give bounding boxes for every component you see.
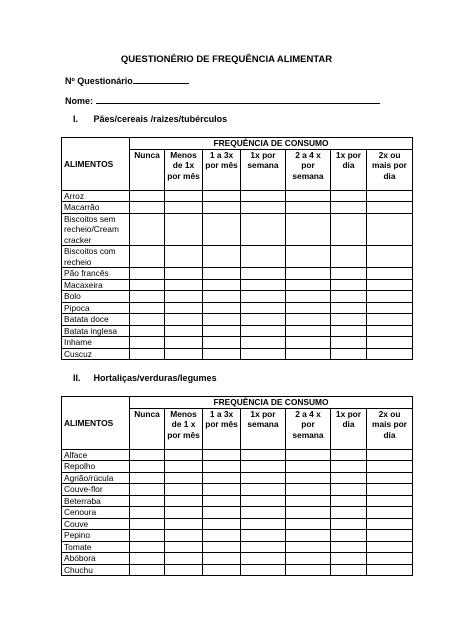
frequency-answer-cell[interactable] [165, 302, 203, 314]
frequency-column-header: 1 a 3x por mês [203, 149, 241, 190]
frequency-answer-cell[interactable] [203, 337, 241, 349]
frequency-answer-cell[interactable] [165, 213, 203, 246]
frequency-answer-cell[interactable] [203, 302, 241, 314]
food-name: Tomate [62, 541, 130, 553]
frequency-answer-cell[interactable] [331, 302, 367, 314]
section-2-heading [73, 373, 217, 383]
food-row [62, 348, 413, 360]
food-row [62, 190, 413, 202]
frequency-answer-cell[interactable] [203, 507, 241, 519]
food-row [62, 202, 413, 214]
food-row [62, 518, 413, 530]
food-name: Batata doce [62, 314, 130, 326]
frequency-column-header: Nunca [130, 149, 165, 190]
frequency-answer-cell[interactable] [286, 484, 331, 496]
frequency-answer-cell[interactable] [203, 564, 241, 576]
frequency-answer-cell[interactable] [286, 541, 331, 553]
frequency-answer-cell[interactable] [130, 213, 165, 246]
frequency-answer-cell[interactable] [130, 325, 165, 337]
food-row [62, 495, 413, 507]
food-row [62, 325, 413, 337]
frequency-answer-cell[interactable] [130, 291, 165, 303]
frequency-answer-cell[interactable] [241, 507, 286, 519]
frequency-answer-cell[interactable] [367, 553, 413, 565]
frequency-answer-cell[interactable] [130, 202, 165, 214]
frequency-answer-cell[interactable] [241, 190, 286, 202]
frequency-answer-cell[interactable] [367, 484, 413, 496]
frequency-answer-cell[interactable] [367, 564, 413, 576]
frequency-answer-cell[interactable] [286, 190, 331, 202]
frequency-answer-cell[interactable] [130, 484, 165, 496]
frequency-answer-cell[interactable] [286, 449, 331, 461]
frequency-answer-cell[interactable] [165, 518, 203, 530]
frequency-answer-cell[interactable] [286, 495, 331, 507]
frequency-answer-cell[interactable] [367, 202, 413, 214]
frequency-super-header: FREQUÊNCIA DE CONSUMO [130, 397, 413, 409]
frequency-answer-cell[interactable] [367, 246, 413, 268]
food-name: Biscoitos sem recheio/Cream cracker [62, 213, 130, 246]
frequency-answer-cell[interactable] [241, 291, 286, 303]
frequency-answer-cell[interactable] [286, 472, 331, 484]
food-name: Macarrão [62, 202, 130, 214]
frequency-answer-cell[interactable] [286, 564, 331, 576]
frequency-answer-cell[interactable] [367, 507, 413, 519]
frequency-answer-cell[interactable] [367, 279, 413, 291]
frequency-column-header: 1x por dia [331, 149, 367, 190]
name-label: Nome: [65, 96, 94, 106]
frequency-answer-cell[interactable] [367, 268, 413, 280]
frequency-answer-cell[interactable] [165, 541, 203, 553]
frequency-answer-cell[interactable] [367, 314, 413, 326]
frequency-answer-cell[interactable] [331, 472, 367, 484]
frequency-answer-cell[interactable] [165, 553, 203, 565]
frequency-answer-cell[interactable] [286, 202, 331, 214]
frequency-answer-cell[interactable] [165, 314, 203, 326]
frequency-answer-cell[interactable] [130, 530, 165, 542]
frequency-answer-cell[interactable] [286, 461, 331, 473]
frequency-answer-cell[interactable] [130, 279, 165, 291]
frequency-column-header: Menos de 1x por mês [165, 149, 203, 190]
frequency-column-header: 2 a 4 x por semana [286, 149, 331, 190]
food-row [62, 337, 413, 349]
frequency-answer-cell[interactable] [130, 472, 165, 484]
frequency-column-header: Menos de 1 x por mês [165, 408, 203, 449]
frequency-answer-cell[interactable] [331, 325, 367, 337]
name-blank[interactable] [96, 94, 380, 104]
frequency-answer-cell[interactable] [331, 553, 367, 565]
frequency-answer-cell[interactable] [241, 484, 286, 496]
frequency-answer-cell[interactable] [241, 449, 286, 461]
frequency-answer-cell[interactable] [203, 246, 241, 268]
frequency-answer-cell[interactable] [286, 213, 331, 246]
frequency-answer-cell[interactable] [165, 564, 203, 576]
frequency-answer-cell[interactable] [241, 337, 286, 349]
frequency-answer-cell[interactable] [241, 472, 286, 484]
frequency-answer-cell[interactable] [203, 449, 241, 461]
foods-column-header: ALIMENTOS [62, 397, 130, 450]
frequency-answer-cell[interactable] [203, 202, 241, 214]
frequency-answer-cell[interactable] [331, 190, 367, 202]
section-1-number: I. [73, 114, 79, 124]
frequency-answer-cell[interactable] [367, 190, 413, 202]
frequency-answer-cell[interactable] [203, 541, 241, 553]
frequency-answer-cell[interactable] [241, 461, 286, 473]
section-1-title: Pães/cereais /raizes/tubérculos [93, 114, 228, 124]
frequency-answer-cell[interactable] [367, 495, 413, 507]
frequency-answer-cell[interactable] [130, 348, 165, 360]
frequency-answer-cell[interactable] [165, 472, 203, 484]
section-1-heading [73, 114, 227, 124]
frequency-answer-cell[interactable] [203, 472, 241, 484]
frequency-answer-cell[interactable] [286, 518, 331, 530]
frequency-answer-cell[interactable] [203, 213, 241, 246]
food-row [62, 291, 413, 303]
frequency-answer-cell[interactable] [130, 518, 165, 530]
frequency-answer-cell[interactable] [165, 291, 203, 303]
frequency-answer-cell[interactable] [286, 348, 331, 360]
frequency-answer-cell[interactable] [286, 246, 331, 268]
food-name: Couve [62, 518, 130, 530]
frequency-answer-cell[interactable] [331, 518, 367, 530]
frequency-answer-cell[interactable] [165, 337, 203, 349]
frequency-answer-cell[interactable] [331, 495, 367, 507]
food-row [62, 302, 413, 314]
frequency-answer-cell[interactable] [241, 213, 286, 246]
document-title: QUESTIONÉRIO DE FREQUÊNCIA ALIMENTAR [120, 54, 333, 65]
frequency-answer-cell[interactable] [286, 325, 331, 337]
frequency-table-2 [61, 396, 413, 576]
food-row [62, 461, 413, 473]
frequency-answer-cell[interactable] [241, 553, 286, 565]
frequency-answer-cell[interactable] [286, 530, 331, 542]
frequency-answer-cell[interactable] [241, 530, 286, 542]
frequency-answer-cell[interactable] [286, 337, 331, 349]
frequency-answer-cell[interactable] [203, 268, 241, 280]
frequency-answer-cell[interactable] [203, 291, 241, 303]
frequency-answer-cell[interactable] [286, 314, 331, 326]
frequency-table-1 [61, 137, 413, 360]
food-row [62, 564, 413, 576]
frequency-answer-cell[interactable] [367, 348, 413, 360]
frequency-answer-cell[interactable] [331, 268, 367, 280]
frequency-answer-cell[interactable] [165, 449, 203, 461]
frequency-answer-cell[interactable] [331, 246, 367, 268]
frequency-super-header: FREQUÊNCIA DE CONSUMO [130, 138, 413, 150]
frequency-answer-cell[interactable] [367, 530, 413, 542]
frequency-answer-cell[interactable] [165, 246, 203, 268]
frequency-answer-cell[interactable] [367, 291, 413, 303]
frequency-answer-cell[interactable] [286, 507, 331, 519]
food-row [62, 541, 413, 553]
food-name: Alface [62, 449, 130, 461]
frequency-answer-cell[interactable] [367, 449, 413, 461]
frequency-answer-cell[interactable] [241, 279, 286, 291]
frequency-answer-cell[interactable] [203, 314, 241, 326]
food-name: Pepino [62, 530, 130, 542]
food-name: Batata inglesa [62, 325, 130, 337]
frequency-answer-cell[interactable] [130, 246, 165, 268]
food-name: Cuscuz [62, 348, 130, 360]
frequency-answer-cell[interactable] [130, 314, 165, 326]
frequency-answer-cell[interactable] [241, 302, 286, 314]
frequency-answer-cell[interactable] [241, 564, 286, 576]
food-row [62, 484, 413, 496]
food-row [62, 507, 413, 519]
food-row [62, 213, 413, 246]
frequency-answer-cell[interactable] [130, 190, 165, 202]
frequency-answer-cell[interactable] [203, 530, 241, 542]
frequency-answer-cell[interactable] [367, 213, 413, 246]
frequency-answer-cell[interactable] [241, 202, 286, 214]
frequency-answer-cell[interactable] [241, 246, 286, 268]
frequency-answer-cell[interactable] [165, 484, 203, 496]
foods-column-header: ALIMENTOS [62, 138, 130, 191]
food-name: Pipoca [62, 302, 130, 314]
frequency-answer-cell[interactable] [286, 291, 331, 303]
food-row [62, 279, 413, 291]
frequency-answer-cell[interactable] [165, 495, 203, 507]
frequency-column-header: 2x ou mais por dia [367, 408, 413, 449]
food-row [62, 530, 413, 542]
frequency-answer-cell[interactable] [331, 213, 367, 246]
frequency-answer-cell[interactable] [331, 530, 367, 542]
frequency-column-header: 1x por semana [241, 408, 286, 449]
frequency-answer-cell[interactable] [165, 268, 203, 280]
frequency-answer-cell[interactable] [203, 495, 241, 507]
food-name: Arroz [62, 190, 130, 202]
food-name: Couve-flor [62, 484, 130, 496]
frequency-answer-cell[interactable] [165, 348, 203, 360]
food-name: Bolo [62, 291, 130, 303]
frequency-answer-cell[interactable] [203, 279, 241, 291]
section-2-number: II. [73, 373, 81, 383]
frequency-answer-cell[interactable] [130, 564, 165, 576]
frequency-column-header: 2x ou mais por dia [367, 149, 413, 190]
frequency-answer-cell[interactable] [130, 495, 165, 507]
frequency-answer-cell[interactable] [367, 325, 413, 337]
frequency-answer-cell[interactable] [130, 449, 165, 461]
frequency-answer-cell[interactable] [367, 337, 413, 349]
food-row [62, 449, 413, 461]
frequency-answer-cell[interactable] [130, 507, 165, 519]
frequency-answer-cell[interactable] [286, 279, 331, 291]
frequency-answer-cell[interactable] [331, 314, 367, 326]
food-name: Chuchu [62, 564, 130, 576]
name-field[interactable] [65, 94, 380, 106]
food-name: Agrião/rúcula [62, 472, 130, 484]
food-row [62, 553, 413, 565]
frequency-column-header: 2 a 4 x por semana [286, 408, 331, 449]
frequency-answer-cell[interactable] [331, 541, 367, 553]
frequency-answer-cell[interactable] [130, 337, 165, 349]
frequency-answer-cell[interactable] [241, 518, 286, 530]
frequency-answer-cell[interactable] [331, 507, 367, 519]
frequency-answer-cell[interactable] [241, 348, 286, 360]
frequency-column-header: Nunca [130, 408, 165, 449]
frequency-answer-cell[interactable] [331, 484, 367, 496]
frequency-answer-cell[interactable] [331, 337, 367, 349]
frequency-answer-cell[interactable] [331, 461, 367, 473]
frequency-answer-cell[interactable] [203, 348, 241, 360]
frequency-answer-cell[interactable] [203, 518, 241, 530]
frequency-answer-cell[interactable] [241, 495, 286, 507]
food-name: Macaxeira [62, 279, 130, 291]
frequency-answer-cell[interactable] [165, 190, 203, 202]
food-row [62, 472, 413, 484]
frequency-answer-cell[interactable] [165, 279, 203, 291]
frequency-answer-cell[interactable] [165, 202, 203, 214]
frequency-answer-cell[interactable] [286, 553, 331, 565]
frequency-answer-cell[interactable] [203, 190, 241, 202]
frequency-answer-cell[interactable] [165, 530, 203, 542]
food-name: Pão francês [62, 268, 130, 280]
questionnaire-number-field[interactable] [65, 74, 189, 86]
frequency-answer-cell[interactable] [331, 564, 367, 576]
food-name: Beterraba [62, 495, 130, 507]
frequency-answer-cell[interactable] [367, 518, 413, 530]
frequency-answer-cell[interactable] [165, 461, 203, 473]
frequency-answer-cell[interactable] [130, 268, 165, 280]
frequency-column-header: 1 a 3x por mês [203, 408, 241, 449]
frequency-answer-cell[interactable] [241, 541, 286, 553]
frequency-answer-cell[interactable] [203, 484, 241, 496]
frequency-answer-cell[interactable] [203, 461, 241, 473]
food-name: Repolho [62, 461, 130, 473]
frequency-answer-cell[interactable] [367, 472, 413, 484]
frequency-answer-cell[interactable] [286, 268, 331, 280]
frequency-answer-cell[interactable] [130, 541, 165, 553]
frequency-answer-cell[interactable] [241, 268, 286, 280]
frequency-answer-cell[interactable] [286, 302, 331, 314]
frequency-column-header: 1x por semana [241, 149, 286, 190]
questionnaire-number-blank[interactable] [133, 74, 189, 84]
food-name: Biscoitos com recheio [62, 246, 130, 268]
food-row [62, 246, 413, 268]
frequency-answer-cell[interactable] [203, 553, 241, 565]
frequency-answer-cell[interactable] [241, 314, 286, 326]
questionnaire-number-label: Nº Questionário [65, 76, 133, 86]
frequency-answer-cell[interactable] [331, 291, 367, 303]
frequency-answer-cell[interactable] [367, 541, 413, 553]
frequency-answer-cell[interactable] [130, 461, 165, 473]
frequency-answer-cell[interactable] [203, 325, 241, 337]
food-row [62, 314, 413, 326]
food-row [62, 268, 413, 280]
frequency-answer-cell[interactable] [165, 325, 203, 337]
frequency-answer-cell[interactable] [241, 325, 286, 337]
frequency-answer-cell[interactable] [130, 553, 165, 565]
food-name: Cenoura [62, 507, 130, 519]
frequency-answer-cell[interactable] [165, 507, 203, 519]
food-name: Abóbora [62, 553, 130, 565]
frequency-answer-cell[interactable] [130, 302, 165, 314]
section-2-title: Hortaliças/verduras/legumes [93, 373, 217, 383]
frequency-answer-cell[interactable] [367, 302, 413, 314]
frequency-answer-cell[interactable] [367, 461, 413, 473]
frequency-answer-cell[interactable] [331, 449, 367, 461]
frequency-answer-cell[interactable] [331, 348, 367, 360]
frequency-answer-cell[interactable] [331, 279, 367, 291]
food-name: Inhame [62, 337, 130, 349]
frequency-column-header: 1x por dia [331, 408, 367, 449]
frequency-answer-cell[interactable] [331, 202, 367, 214]
